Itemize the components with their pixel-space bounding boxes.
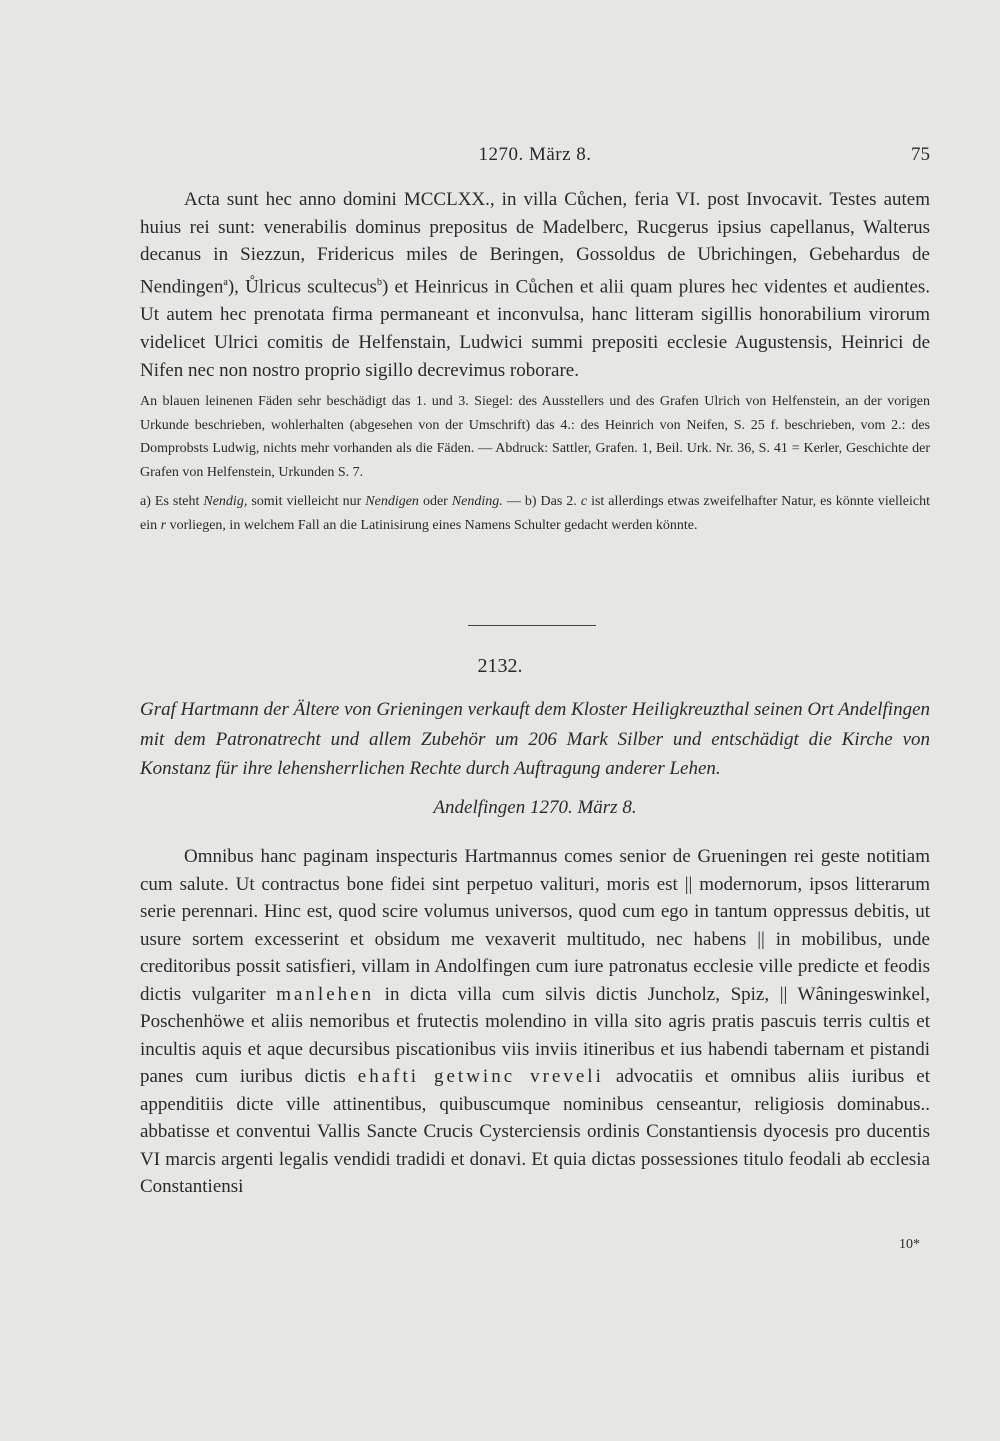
footnote-text: somit vielleicht nur [247,494,366,510]
document-number: 2132. [477,655,523,677]
footnote-italic: c [580,494,588,510]
page-number: 75 [911,144,930,165]
paragraph-text: advocatiis et omnibus aliis iuribus et appenditiis dicte ville attinentibus, quibuscumque nominibus censeantur, religiosis dominabus.. abbatisse et conventui Vallis Sancte Crucis Cysterciensis ordinis Constantiensis dyocesis pro ducentis VI marcis argenti legalis vendidi tradidi et donavi. Et quia dictas possessiones titulo feodali ab ecclesia Constantiensi [140,1066,930,1197]
spaced-term: manlehen [276,983,375,1005]
document-body-top [140,186,930,537]
paragraph-text: ) et Heinricus in Cůchen et alii quam plures hec videntes et audientes. Ut autem hec prenotata firma permaneant et inconvulsa, hanc litteram sigillis honorabilium virorum videlicet Ulrici comitis de Helfenstain, Ludwici summi prepositi ecclesie Augustensis, Heinrici de Nifen nec non nostro proprio sigillo decrevimus roborare. [140,276,930,381]
paragraph-text: in dicta villa cum silvis dictis Juncholz, Spiz, || Wâningeswinkel, Poschenhöwe et aliis nemoribus et frutectis molendino in villa sito agris pratis pascuis terris cultis et incultis aquis et aque decursibus piscationibus viis inviis itineribus et ius habendi tabernam et pistandi panes cum iuribus dictis [140,983,930,1087]
seal-description: An blauen leinenen Fäden sehr beschädigt das 1. und 3. Siegel: des Ausstellers und des Grafen Ulrich von Helfenstein, an der vorigen Urkunde beschrieben, wohlerhalten (abgesehen von der Umschrift) das 4.: des Heinrich von Neifen, S. 25 f. beschrieben, vom 2.: des Domprobsts Ludwig, nichts mehr vorhanden als die Fäden. — Abdruck: Sattler, Grafen. 1, Beil. Urk. Nr. 36, S. 41 = Kerler, Geschichte der Grafen von Helfenstein, Urkunden S. 7. [140,394,930,480]
footnote-text: oder [418,494,452,510]
footnote-italic: Nendigen [365,494,419,510]
header-date: 1270. März 8. [478,144,592,165]
section-divider [468,625,596,626]
regest-summary: Graf Hartmann der Ältere von Grieningen verkauft dem Kloster Heiligkreuzthal seinen Ort Andelfingen mit dem Patronatrecht und allem Zubehör um 206 Mark Silber und entschädigt die Kirche von Konstanz für ihre lehensherrlichen Rechte durch Auftragung anderer Lehen. [140,699,930,779]
charter-paragraph [140,843,930,1201]
footnote-text: — b) Das 2. [502,494,581,510]
footnote-marker-b: b [376,277,382,289]
spaced-term: ehafti getwinc vreveli [357,1066,604,1087]
footnote-marker-a: a [223,277,228,289]
paragraph-text: Acta sunt hec anno domini MCCLXX., in villa Cůchen, feria VI. post Invocavit. Testes autem huius rei sunt: venerabilis dominus prepositus de Madelberc, Rucgerus ipsius capellanus, Walterus decanus in Siezzun, Fridericus miles de Beringen, Gossoldus de Ubrichingen, Gebehardus de Nendingen [140,189,930,298]
paragraph-text: Omnibus hanc paginam inspecturis Hartmannus comes senior de Grueningen rei geste notitiam cum salute. Ut contractus bone fidei sint perpetuo valituri, moris est || modernorum, ipsos litterarum serie perennari. Hinc est, quod scire volumus universos, quod cum ego in tantum oppressus debitis, ut usure sortem excesserint et obsidum me vexaverit multitudo, nec habens || in mobilibus, unde creditoribus possit satisfieri, villam in Andolfingen cum iure patronatus ecclesie ville predicte et feodis dictis vulgariter [140,846,930,1005]
footnote-text: a) Es steht [140,494,204,510]
footnote-italic: r [160,517,167,533]
apparatus-notes [140,390,930,537]
footnote-text: ist allerdings etwas zweifelhafter Natur, es könnte vielleicht ein [140,494,930,533]
footnote-italic: Nending. [451,494,503,510]
footnote-italic: Nendig, [203,494,248,510]
running-header [140,144,930,174]
charter-text [140,843,930,1201]
closing-paragraph [140,186,930,384]
footnote-text: vorliegen, in welchem Fall an die Latinisirung eines Namens Schulter gedacht werden könnte. [166,517,698,533]
paragraph-text: ), Ůlricus scultecus [227,276,377,298]
footnotes [140,490,930,537]
place-date: Andelfingen 1270. März 8. [433,797,637,818]
signature-mark: 10* [899,1237,920,1252]
